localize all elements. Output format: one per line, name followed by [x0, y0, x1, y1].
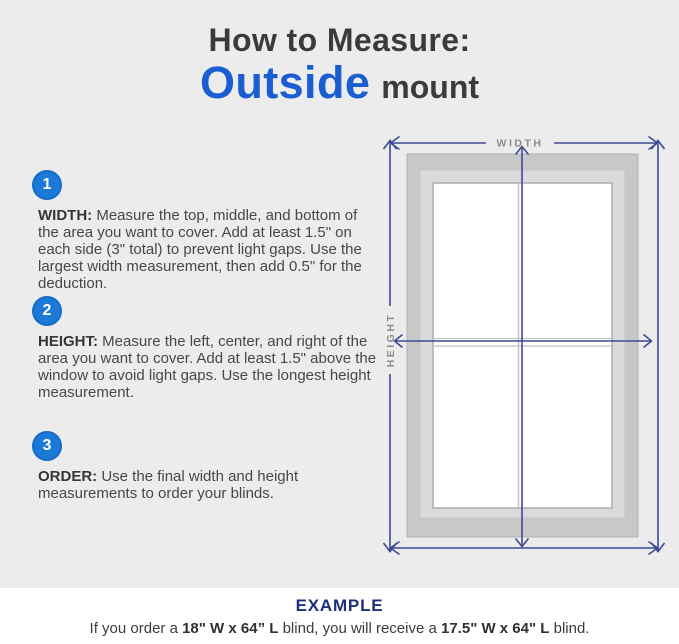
step-2-number-badge: 2: [32, 296, 62, 326]
width-label: WIDTH: [496, 137, 544, 150]
step-3-number-badge: 3: [32, 431, 62, 461]
step-1-body: Measure the top, middle, and bottom of the area you want to cover. Add at least 1.5" on each side (3" total) to prevent light gaps. Use the largest width measurement, then add 0.5" for the deduction.: [38, 207, 362, 292]
mount-word: mount: [381, 69, 480, 105]
step-3-body: Use the final width and height measurements to order your blinds.: [38, 468, 299, 502]
example-heading: EXAMPLE: [295, 596, 384, 615]
height-label: HEIGHT: [385, 312, 397, 368]
step-1-label: WIDTH:: [38, 207, 93, 224]
step-1-number-badge: 1: [32, 170, 62, 200]
step-2-body: Measure the left, center, and right of the area you want to cover. Add at least 1.5" above the window to avoid light gaps. Use the longest height measurement.: [38, 333, 377, 401]
example-ordered-size: 18" W x 64” L: [182, 620, 279, 637]
example-middle: blind, you will receive a: [278, 620, 441, 637]
example-suffix: blind.: [549, 620, 590, 637]
example-text: [0, 620, 679, 637]
step-2-label: HEIGHT:: [38, 333, 98, 350]
mount-type-accent: Outside: [199, 57, 371, 108]
example-footer: [0, 588, 679, 644]
page-title: How to Measure:: [208, 22, 471, 58]
example-prefix: If you order a: [89, 620, 183, 637]
step-3-label: ORDER:: [38, 468, 98, 485]
example-received-size: 17.5" W x 64" L: [441, 620, 550, 637]
